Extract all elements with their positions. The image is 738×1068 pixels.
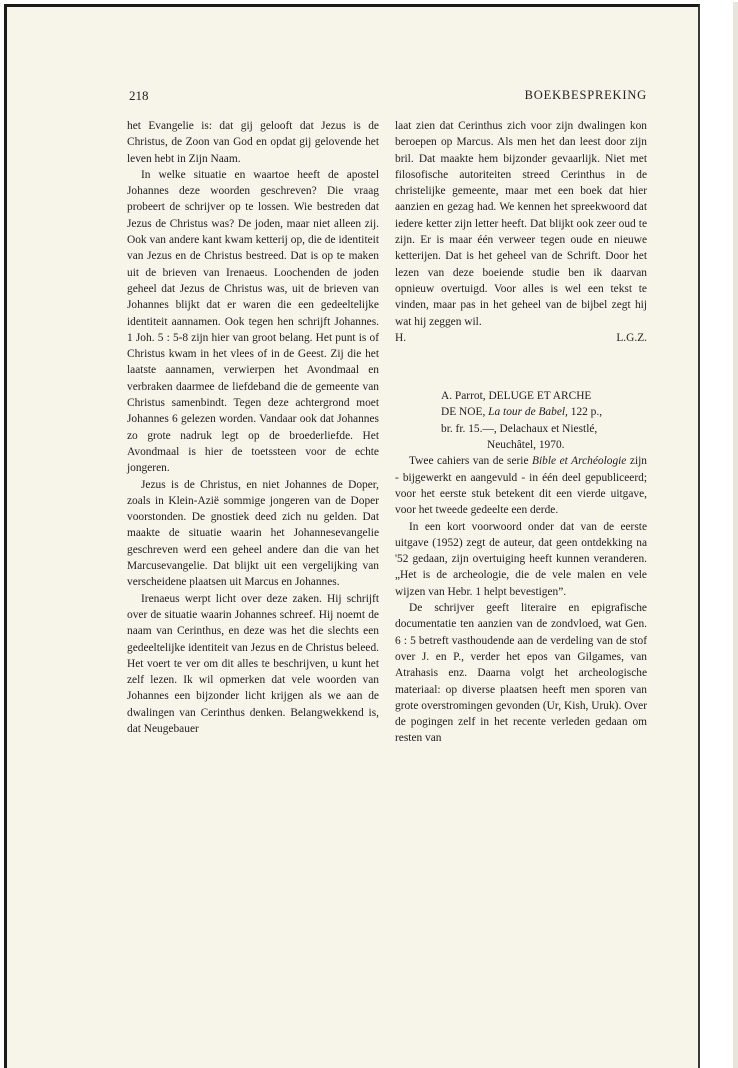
paragraph: De schrijver geeft literaire en epigrafische documentatie ten aanzien van de zondvloed, wat Gen. 6 : 5 betreft vasthoudende aan de verdeling van de stof over J. en P., verder het epos van Gilgames, van Atrahasis enz. Daarna volgt het archeologische materiaal: op diverse plaatsen heeft men sporen van grote overstromingen gevonden (Ur, Kish, Uruk). Over de pogingen zelf in het recente verleden gedaan om resten van [395, 602, 647, 745]
review-heading [395, 388, 647, 453]
text: zijn - bijgewerkt en aangevuld - in één deel gepubliceerd; voor het eerste stuk betekent dit een vierde uitgave, voor het tweede gedeelte een derde. [395, 455, 647, 517]
paragraph: Jezus is de Christus, en niet Johannes de Doper, zoals in Klein-Azië sommige jongeren van de Doper voorstonden. De gnostiek deed zich nu gelden. Dat maakte de situatie waarin het Johannesevangelie geschreven werd een geheel andere dan die van het Marcusevangelie. Dat blijkt uit een vergelijking van verscheidene plaatsen uit Marcus en Johannes. [127, 478, 379, 589]
paragraph [395, 453, 647, 518]
review-price-publisher: br. fr. 15.—, Delachaux et Niestlé, [441, 422, 598, 435]
running-title: BOEKBESPREKING [524, 88, 647, 102]
paragraph: Irenaeus werpt licht over deze zaken. Hij schrijft over de situatie waarin Johannes schreef. Hij noemt de naam van Cerinthus, en deze was het die slechts een gedeeltelijke identiteit van Jezus en de Christus beleed. Het voert te ver om dit alles te beschrijven, u kunt het zelf lezen. Ik wil opmerken dat vele woorden van Johannes een bijzonder licht krijgen als we aan de dwalingen van Cerinthus denken. Belangwekkend is, dat Neugebauer [127, 592, 379, 735]
paragraph: In een kort voorwoord onder dat van de eerste uitgave (1952) zegt de auteur, dat geen ontdekking na '52 gedaan, zijn overtuiging heeft kunnen veranderen. „Het is de archeologie, die de vele malen en vele wijzen van Hebr. 1 helpt bevestigen”. [395, 520, 647, 598]
signature-place: H. [395, 331, 407, 344]
text: Twee cahiers van de serie [409, 455, 529, 468]
review-italic-title: La tour de Babel, [488, 406, 568, 419]
paragraph: het Evangelie is: dat gij gelooft dat Jezus is de Christus, de Zoon van God en opdat gij gelovende het leven hebt in Zijn Naam. [127, 120, 379, 165]
paragraph: laat zien dat Cerinthus zich voor zijn dwalingen kon beroepen op Marcus. Als men het dan leest door zijn bril. Dat maakte hem bijzonder gevaarlijk. Niet met filosofische autoriteiten streed Cerinthus in de christelijke gemeente, maar met een boek dat hier aanzien en gezag had. We kennen het spreekwoord dat iedere ketter zijn letter heeft. Dat blijkt ook zeer oud te zijn. Er is maar één verweer tegen oude en nieuwe ketterijen. Dat is het geheel van de Schrift. Door het lezen van deze boeiende studie ben ik daarvan opnieuw overtuigd. Voor alles is wel een tekst te vinden, maar pas in het geheel van de bijbel zegt hij wat hij zeggen wil. [395, 120, 647, 328]
left-column [127, 118, 379, 737]
paragraph: In welke situatie en waartoe heeft de apostel Johannes deze woorden geschreven? Die vraag probeert de schrijver op te lossen. Wie bestreden dat Jezus de Christus was? De joden, maar niet alleen zij. Ook van andere kant kwam ketterij op, die de identiteit van Jezus en de Christus bestreed. Dat is op te maken uit de brieven van Irenaeus. Loochenden de joden geheel dat Jezus de Christus was, uit de brieven van Johannes blijkt dat er waren die een gedeeltelijke identiteit aannamen. Ook tegen hen schrijft Johannes. 1 Joh. 5 : 5-8 zijn hier van groot belang. Het punt is of Christus kwam in het vlees of in de Geest. Zij die het laatste aannamen, verwierpen het Avondmaal en verbraken daarmee de liefdeband die de gemeente van Christus samenbindt. Tegen deze achtergrond moet Johannes 6 gelezen worden. Vandaar ook dat Johannes zo grote nadruk legt op de broederliefde. Het Avondmaal is hier de toetssteen voor de echte jongeren. [127, 168, 379, 475]
page-edge [733, 2, 738, 1068]
page-number: 218 [129, 88, 149, 103]
review-city-year: Neuchâtel, 1970. [487, 439, 565, 452]
reviewer-signature [395, 330, 647, 346]
right-column [395, 118, 647, 747]
review-title: DE NOE, [441, 406, 486, 419]
review-author: A. Parrot, DELUGE ET ARCHE [441, 390, 592, 403]
book-page [4, 4, 700, 1068]
signature-initials: L.G.Z. [616, 331, 647, 344]
review-pages: 122 p., [570, 406, 603, 419]
series-title: Bible et Archéologie [532, 455, 627, 468]
